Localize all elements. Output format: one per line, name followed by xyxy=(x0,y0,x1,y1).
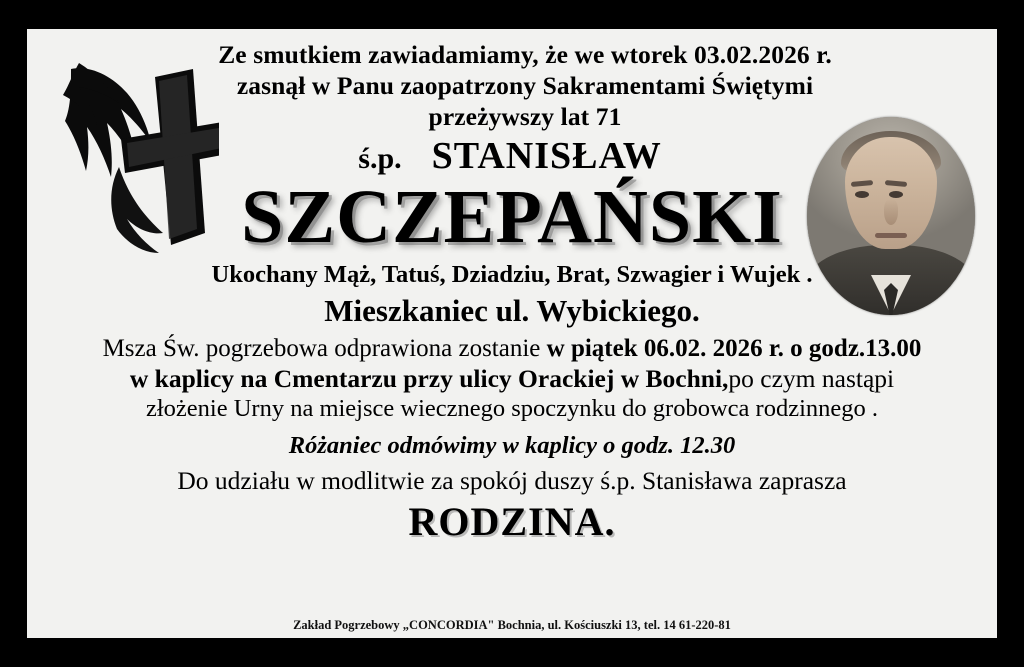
relations-line: Ukochany Mąż, Tatuś, Dziadziu, Brat, Szwagier i Wujek . xyxy=(211,260,813,288)
surname: SZCZEPAŃSKI xyxy=(241,175,783,260)
funeral-line-2-bold: w kaplicy na Cmentarzu przy ulicy Orackiej w Bochni, xyxy=(129,363,729,393)
funeral-line-1-plain: Msza Św. pogrzebowa odprawiona zostanie xyxy=(102,334,547,362)
honorific-label: ś.p. xyxy=(358,142,402,176)
funeral-line-2-plain: po czym nastąpi xyxy=(728,363,895,393)
funeral-home-footer: Zakład Pogrzebowy „CONCORDIA" Bochnia, ul. Kościuszki 13, tel. 14 61-220-81 xyxy=(293,618,731,632)
address-line: Mieszkaniec ul. Wybickiego. xyxy=(324,292,700,328)
rosary-line: Różaniec odmówimy w kaplicy o godz. 12.30 xyxy=(288,431,736,459)
notice-text-block xyxy=(37,39,987,545)
invitation-line: Do udziału w modlitwie za spokój duszy ś.p. Stanisława zaprasza xyxy=(177,465,847,495)
family-signature: RODZINA. xyxy=(408,498,616,544)
announcement-line-3: przeżywszy lat 71 xyxy=(428,102,622,132)
notice-inner-frame xyxy=(20,22,1004,645)
funeral-line-1 xyxy=(37,335,987,363)
funeral-line-1-bold: w piątek 06.02. 2026 r. o godz.13.00 xyxy=(546,334,922,362)
first-name: STANISŁAW xyxy=(431,135,662,178)
footer-divider xyxy=(27,615,997,616)
announcement-line-1: Ze smutkiem zawiadamiamy, że we wtorek 03.02.2026 r. xyxy=(218,40,832,69)
name-row xyxy=(37,134,987,178)
announcement-line-2: zasnął w Panu zaopatrzony Sakramentami Świętymi xyxy=(236,71,814,101)
funeral-line-2 xyxy=(37,364,987,394)
funeral-line-3: złożenie Urny na miejsce wiecznego spoczynku do grobowca rodzinnego . xyxy=(145,394,878,422)
notice-content xyxy=(27,29,997,638)
announcement-header xyxy=(37,39,987,132)
